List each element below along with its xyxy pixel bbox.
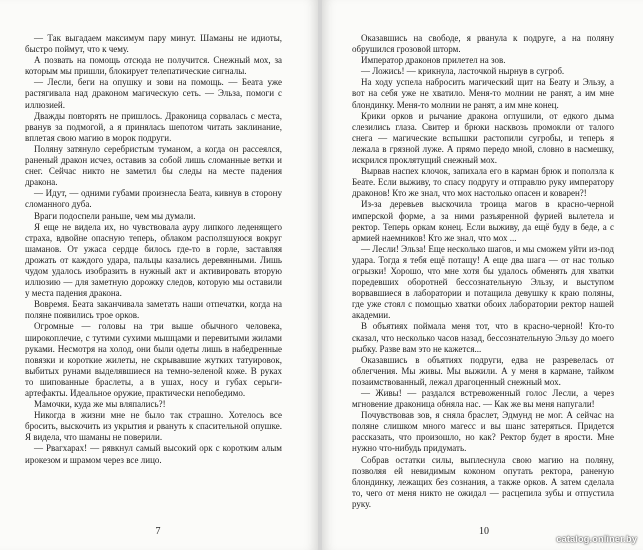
paragraph: Почувствовав зов, я сняла браслет, Эдмунд не мог. А сейчас на поляне слишком много магесс и вы шанс затеряться. Придется рассказать, что произошло, но как? Ректор будет в ярости. Мне нужно что-нибудь придумать. (352, 410, 614, 454)
paragraph: Я еще не видела их, но чувствовала ауру липкого леденящего страха, вдвойне опасную теперь, облаком расползшуюся вокруг шаманов. От ужаса сердце билось где-то в горле, заставляя дрожать от каждого удара, пальцы казались деревянными. Лишь чудом удалось изобразить в нужный акт и активировать вторую иллюзию — для заметную дорожку следов, которую мы оставили у места падения дракона. (25, 221, 282, 299)
paragraph: Крики орков и рычание дракона оглушили, от едкого дыма слезились глаза. Свитер и брюки насквозь промокли от талого снега — магические вспышки растопили сугробы, и теперь я лежала в грязной луже. А прямо передо мной, словно в насмешку, искрился проклятущий снежный мох. (352, 110, 614, 166)
paragraph: — Так выгадаем максимум пару минут. Шаманы не идиоты, быстро поймут, что к чему. (25, 33, 282, 55)
paragraph: Оказавшись на свободе, я рванула к подруге, а на поляну обрушился грозовой шторм. (352, 33, 614, 55)
page-number: 10 (479, 526, 489, 537)
right-page-text (352, 33, 614, 510)
left-page (0, 0, 318, 550)
right-page (322, 0, 643, 550)
paragraph: Никогда в жизни мне не было так страшно. Хотелось все бросить, выскочить из укрытия и рвануть к спасительной опушке. Я видела, что шаманы не поверили. (25, 410, 282, 443)
watermark: catalog.onliner.by (556, 534, 637, 545)
paragraph: — Живы! — раздался встревоженный голос Лесли, а через мгновение драконица обняла нас. — Как же вы меня напугали! (352, 388, 614, 410)
paragraph: Мамочки, куда же мы вляпались?! (34, 399, 166, 410)
paragraph: Из-за деревьев выскочила троица магов в красно-черной имперской форме, а за ними разъяренной фурией вылетела и ректор. Теперь оркам конец. Если выживу, да ещё буду в беде, а с армией наемников! Кто же знал, что мох ... (352, 199, 614, 243)
paragraph: — Лесли! Эльза! Еще несколько шагов, и мы сможем уйти из-под удара. Тогда я тебя ещё потащу! А еще два шага — от нас только огрызки! Хорошо, что мне хотя бы удалось обменять для хватки поредевших оборотней бессознательную Эльзу, и выступом ворвавшиеся в лаборатории и потащила девушку к краю поляны, где уже стоял с помощью хватки обоих лаборатории ректор нашей академии. (352, 243, 614, 321)
paragraph: Император драконов прилетел на зов. (361, 55, 506, 66)
paragraph: Враги подоспели раньше, чем мы думали. (34, 210, 196, 221)
paragraph: — Лесли, беги на опушку и зови на помощь. — Беата уже растягивала над драконом магическую сеть. — Эльза, помоги с иллюзией. (25, 77, 282, 110)
paragraph: Дважды повторять не пришлось. Драконица сорвалась с места, рванув за подмогой, а я принялась шепотом читать заклинание, вплетая свою магию в морок подруги. (25, 110, 282, 143)
paragraph: — Рвагхарах! — рявкнул самый высокий орк с коротким алым ирокезом и шрамом через все лицо. (25, 443, 282, 465)
paragraph: А позвать на помощь отсюда не получится. Снежный мох, за которым мы пришли, блокирует телепатические сигналы. (25, 55, 282, 77)
paragraph: Оказавшись в объятиях подруги, едва не разревелась от облегчения. Мы живы. Мы выжили. А у меня в кармане, тайком позаимствованный, лежал драгоценный снежный мох. (352, 354, 614, 387)
page-number: 7 (155, 526, 161, 537)
paragraph: Вырвав наспех клочок, запихала его в карман брюк и поползла к Беате. Если выживу, то спасу подругу и отправлю руку императору драконов! Кто же знал, что мох настолько опасен и коварен?! (352, 166, 614, 199)
paragraph: На ходу успела набросить магический щит на Беату и Эльзу, а вот на себя уже не хватило. Меня-то молнии не ранят, а им мне блондинку. Меня-то молнии не ранят, а им мне конец. (352, 77, 614, 110)
paragraph: Поляну затянуло серебристым туманом, а когда он рассеялся, раненый дракон исчез, оставив за собой лишь сломанные ветки и снег. Сейчас никто не заметил бы следы на месте падения дракона. (25, 143, 282, 188)
paragraph: — Ложись! — крикнула, ласточкой нырнув в сугроб. (361, 66, 565, 77)
paragraph: Огромные — головы на три выше обычного человека, широкоплечие, с тутими сухими мышцами и перевитыми жилами руками. Несмотря на холод, они были одеты лишь в набедренные повязки и короткие жилеты, не скрывавшие жутких татуировок, выбитых рунами выделявшиеся на темно-зеленой коже. В руках то шипованные браслеты, а в ушах, носу и губах серьги-артефакты. Идеальное оружие, практически непобедимо. (25, 321, 282, 398)
paragraph: В объятиях поймала меня тот, что в красно-черной! Кто-то сказал, что несколько часов назад, бессознательную Эльзу до моего рыбку. Разве вам это не кажется... (352, 321, 614, 354)
paragraph: — Идут, — одними губами произнесла Беата, кивнув в сторону сломанного дуба. (25, 188, 282, 210)
paragraph: Собрав остатки силы, выплеснула свою магию на поляну, позволяя ей невидимым коконом опутать ректора, раненую блондинку, лежащих без сознания, а также орков. А затем сделала то, чего от меня никто не ожидал — расцепила зубы и отпустила руку. (352, 454, 614, 509)
paragraph: Вовремя. Беата заканчивала заметать наши отпечатки, когда на поляне появились трое орков. (25, 299, 282, 321)
left-page-text (25, 33, 282, 466)
